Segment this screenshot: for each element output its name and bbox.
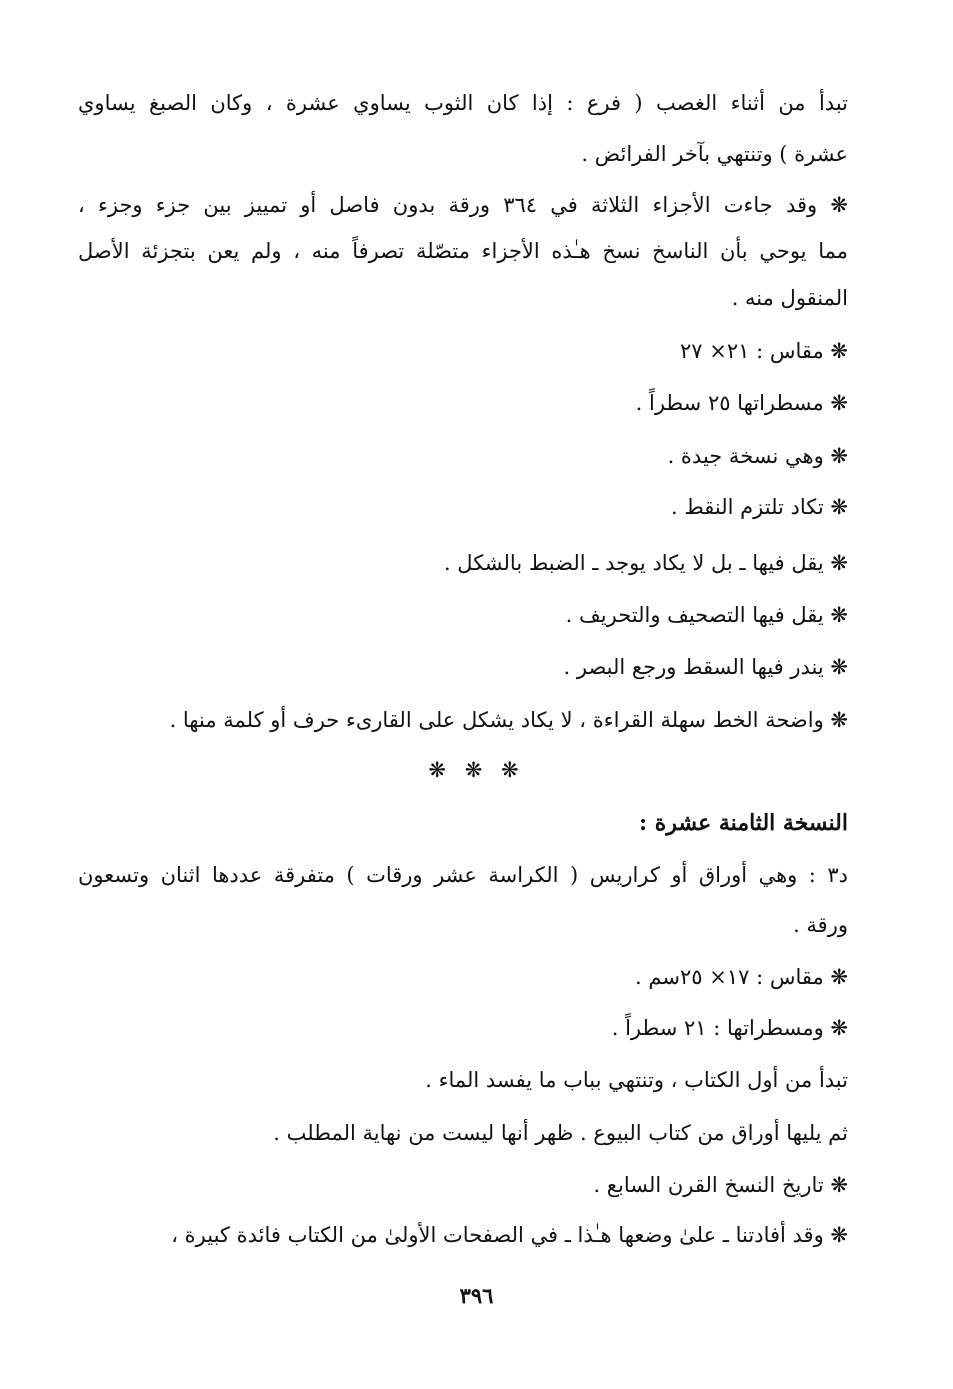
- paragraph-line: ثم يليها أوراق من كتاب البيوع . ظهر أنها ليست من نهاية المطلب .: [273, 1121, 848, 1145]
- list-item: ❋ واضحة الخط سهلة القراءة ، لا يكاد يشكل على القارىء حرف أو كلمة منها .: [169, 708, 848, 732]
- paragraph-line: تبدأ من أثناء الغصب ( فرع : إذا كان الثوب يساوي عشرة ، وكان الصبغ يساوي: [78, 91, 848, 115]
- list-item: ❋ مقاس : ٢١× ٢٧: [679, 339, 848, 363]
- paragraph-line: عشرة ) وتنتهي بآخر الفرائض .: [581, 142, 848, 166]
- list-item: ❋ يقل فيها ـ بل لا يكاد يوجد ـ الضبط بالشكل .: [443, 551, 848, 575]
- paragraph-line: تبدأ من أول الكتاب ، وتنتهي بباب ما يفسد الماء .: [425, 1068, 848, 1092]
- list-item: ❋ مقاس : ١٧× ٢٥سم .: [635, 965, 848, 989]
- paragraph-line: ❋ وقد جاءت الأجزاء الثلاثة في ٣٦٤ ورقة بدون فاصل أو تمييز بين جزء وجزء ،: [78, 193, 848, 217]
- list-item: ❋ يقل فيها التصحيف والتحريف .: [565, 603, 848, 627]
- list-item: ❋ وهي نسخة جيدة .: [667, 444, 848, 468]
- list-item: ❋ ومسطراتها : ٢١ سطراً .: [611, 1016, 848, 1040]
- paragraph-line: د٣ : وهي أوراق أو كراريس ( الكراسة عشر ورقات ) متفرقة عددها اثنان وتسعون: [78, 863, 848, 887]
- paragraph-line: المنقول منه .: [731, 286, 848, 310]
- list-item: ❋ وقد أفادتنا ـ علىٰ وضعها هـٰذا ـ في الصفحات الأولىٰ من الكتاب فائدة كبيرة ،: [171, 1223, 848, 1247]
- list-item: ❋ تاريخ النسخ القرن السابع .: [593, 1173, 848, 1197]
- section-separator: ❋ ❋ ❋: [428, 758, 525, 782]
- paragraph-line: ورقة .: [793, 913, 848, 937]
- section-heading: النسخة الثامنة عشرة :: [639, 810, 848, 836]
- list-item: ❋ مسطراتها ٢٥ سطراً .: [635, 391, 848, 415]
- page-number: ٣٩٦: [459, 1283, 494, 1308]
- list-item: ❋ تكاد تلتزم النقط .: [670, 495, 848, 519]
- paragraph-line: مما يوحي بأن الناسخ نسخ هـٰذه الأجزاء متصّلة تصرفاً منه ، ولم يعن بتجزئة الأصل: [78, 239, 848, 263]
- list-item: ❋ يندر فيها السقط ورجع البصر .: [563, 655, 848, 679]
